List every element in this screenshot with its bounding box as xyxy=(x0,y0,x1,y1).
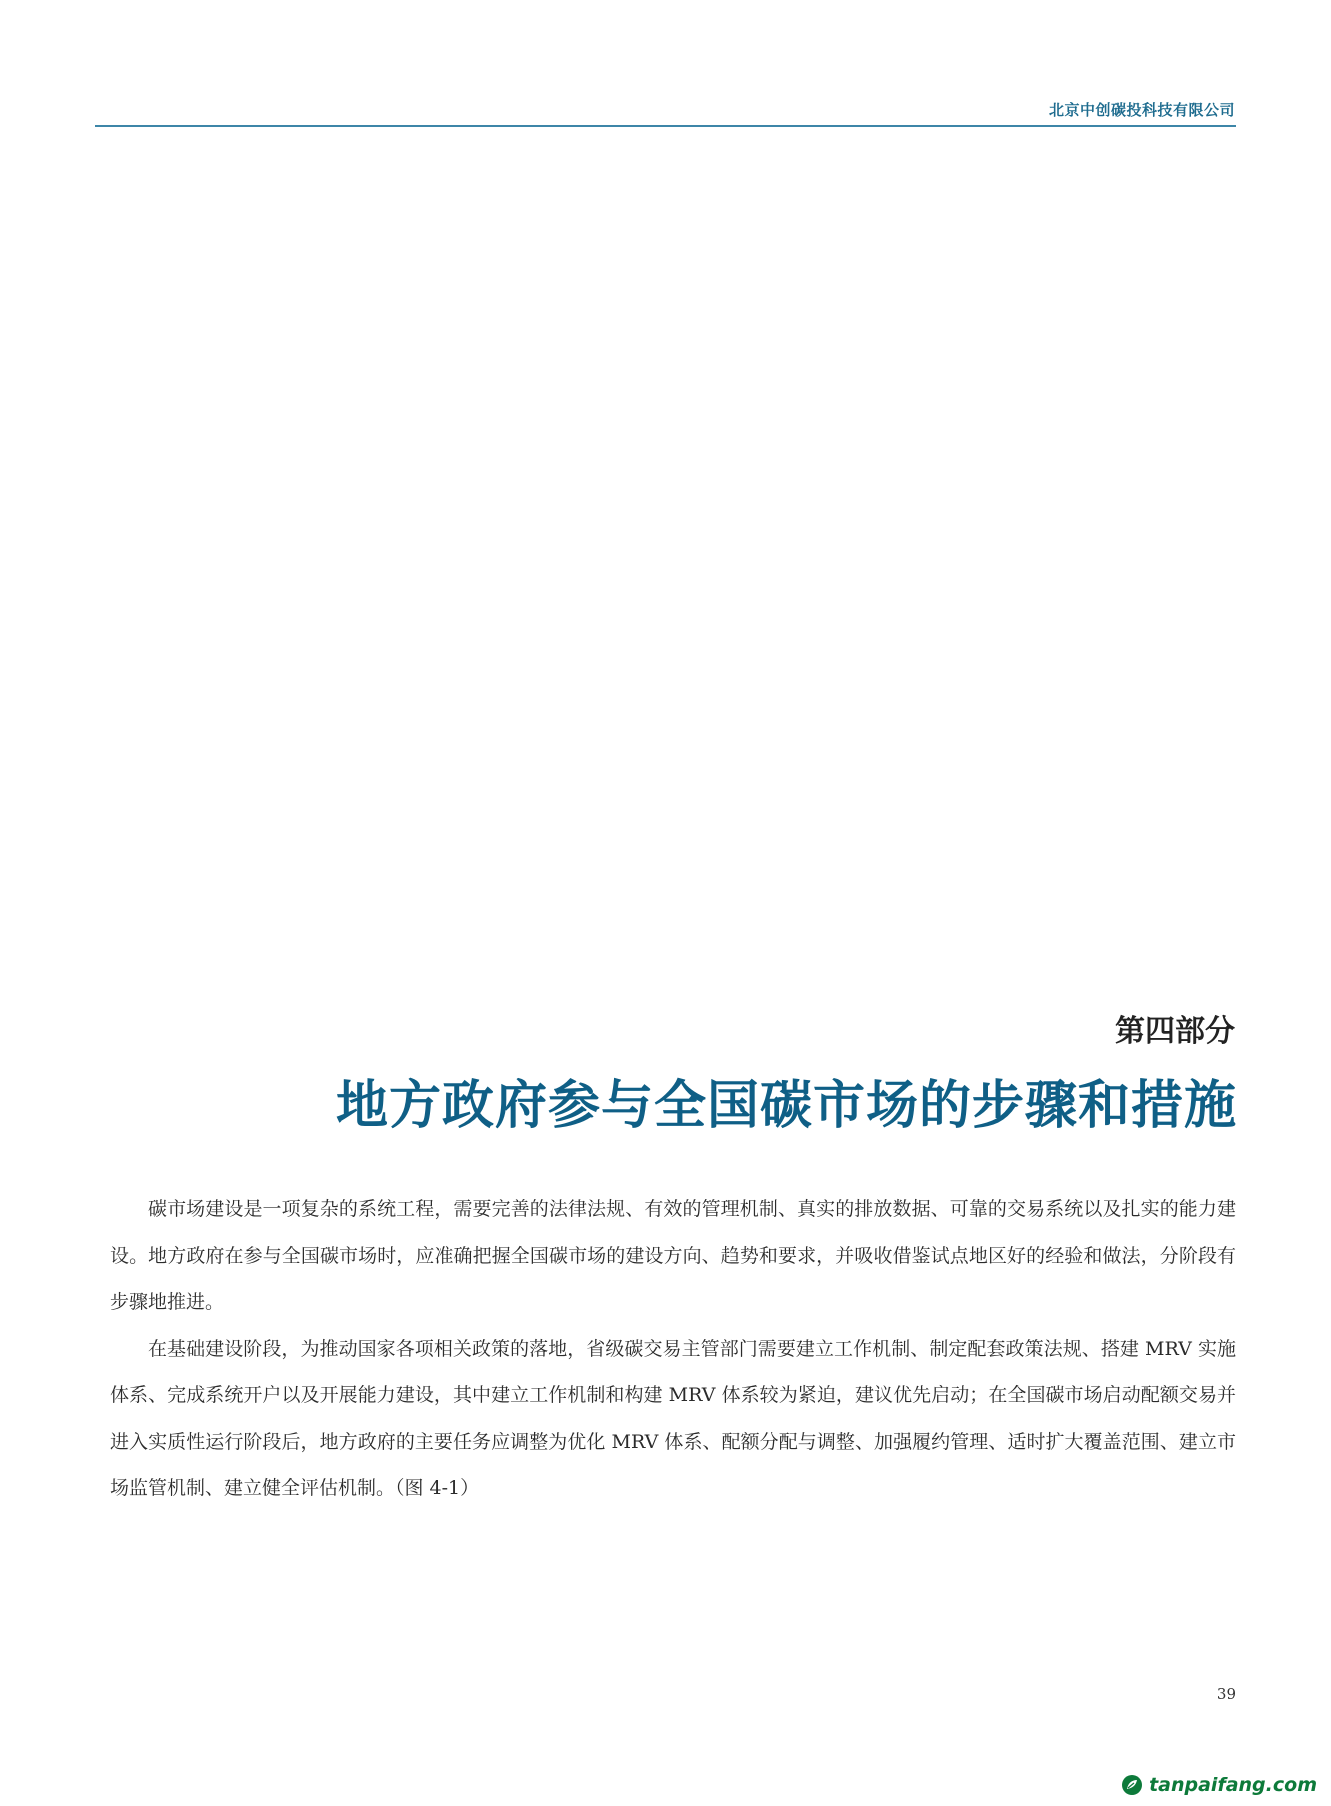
watermark xyxy=(1121,1774,1317,1796)
paragraph: 碳市场建设是一项复杂的系统工程，需要完善的法律法规、有效的管理机制、真实的排放数据、可靠的交易系统以及扎实的能力建设。地方政府在参与全国碳市场时，应准确把握全国碳市场的建设方向、趋势和要求，并吸收借鉴试点地区好的经验和做法，分阶段有步骤地推进。 xyxy=(110,1198,1236,1313)
leaf-logo-icon xyxy=(1121,1774,1143,1796)
page-number: 39 xyxy=(1216,1685,1236,1703)
paragraph: 在基础建设阶段，为推动国家各项相关政策的落地，省级碳交易主管部门需要建立工作机制、制定配套政策法规、搭建 MRV 实施体系、完成系统开户以及开展能力建设，其中建立工作机制和构建 MRV 体系较为紧迫，建议优先启动；在全国碳市场启动配额交易并进入实质性运行阶段后，地方政府的主要任务应调整为优化 MRV 体系、配额分配与调整、加强履约管理、适时扩大覆盖范围、建立市场监管机制、建立健全评估机制。（图 4-1） xyxy=(110,1337,1236,1499)
header-company-name: 北京中创碳投科技有限公司 xyxy=(1048,101,1235,119)
chapter-title: 地方政府参与全国碳市场的步骤和措施 xyxy=(335,1076,1237,1136)
watermark-text: tanpaifang.com xyxy=(1149,1774,1317,1796)
body-text xyxy=(110,1186,1236,1512)
header-divider xyxy=(95,125,1236,127)
section-label: 第四部分 xyxy=(1115,1014,1235,1049)
